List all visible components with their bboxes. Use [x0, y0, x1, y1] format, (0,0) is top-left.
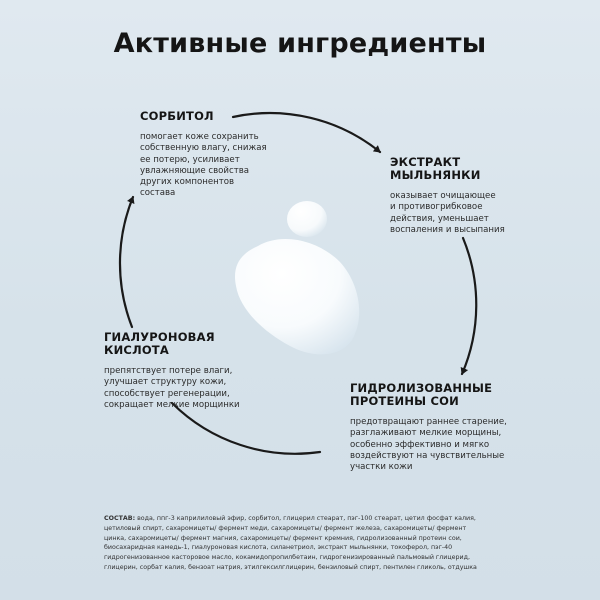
- ingredient-description: оказывает очищающее и противогрибковое действия, уменьшает воспаления и высыпания: [390, 191, 505, 235]
- composition-label: СОСТАВ:: [104, 515, 136, 522]
- cream-drop-large: [235, 239, 359, 354]
- ingredient-description: предотвращают раннее старение, разглаживают мелкие морщины, особенно эффективно и мягко воздействуют на чувствительные участки кожи: [350, 417, 507, 473]
- ingredient-hyaluronic-acid: [104, 331, 240, 411]
- ingredient-soy-proteins: [350, 382, 507, 473]
- composition-text: СОСТАВ: вода, ппг-3 каприлиловый эфир, сорбитол, глицерил стеарат, пэг-100 стеарат, цетил фосфат калия, цетиловый спирт, сахаромицеты/ фермент меди, сахаромицеты/ фермент железа, сахаромицеты/ фермент цинка, сахаромицеты/ фермент магния, сахаромицеты/ фермент кремния, гидролизованный протеин сои, биосахаридная камедь-1, гиалуроновая кислота, силанетриол, экстракт мыльнянки, токоферол, пэг-40 гидрогенизованное касторовое масло, кокамидопропилбетаин, гидрогенизированный пальмовый глицерид, глицерин, сорбат калия, бензоат натрия, этилгексилглицерин, бензиловый спирт, пентилен гликоль, отдушка: [104, 515, 477, 571]
- ingredient-soapwort-extract: [390, 156, 505, 236]
- ingredient-name: ГИАЛУРОНОВАЯ КИСЛОТА: [104, 330, 215, 357]
- ingredient-name: ГИДРОЛИЗОВАННЫЕ ПРОТЕИНЫ СОИ: [350, 381, 493, 408]
- page-title: Активные ингредиенты: [113, 28, 487, 59]
- ingredient-name: СОРБИТОЛ: [140, 109, 214, 123]
- ingredient-description: препятствует потере влаги, улучшает структуру кожи, способствует регенерации, сокращает мелкие морщинки: [104, 366, 240, 410]
- cream-drop-small: [287, 201, 327, 237]
- ingredient-sorbitol: [140, 110, 267, 200]
- ingredient-description: помогает коже сохранить собственную влагу, снижая ее потерю, усиливает увлажняющие свойства других компонентов состава: [140, 132, 267, 199]
- ingredient-name: ЭКСТРАКТ МЫЛЬНЯНКИ: [390, 155, 481, 182]
